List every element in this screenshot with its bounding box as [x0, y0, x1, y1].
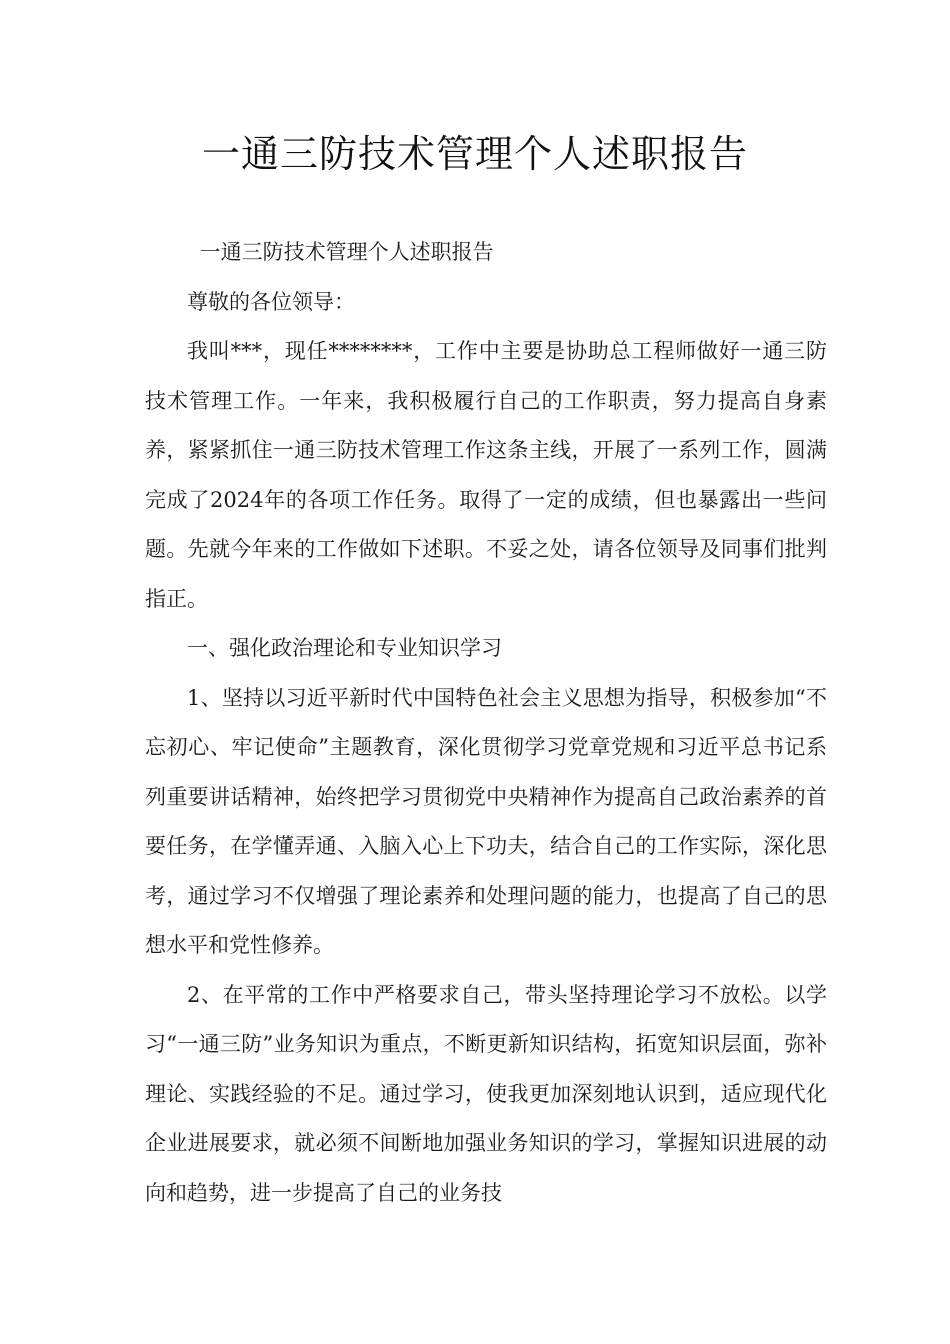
intro-paragraph: 我叫***，现任********，工作中主要是协助总工程师做好一通三防技术管理工作。一年来，我积极履行自己的工作职责，努力提高自身素养，紧紧抓住一通三防技术管理工作这条主线，开展了一系列工作，圆满完成了2024年的各项工作任务。取得了一定的成绩，但也暴露出一些问题。先就今年来的工作做如下述职。不妥之处，请各位领导及同事们批判指正。 [145, 339, 827, 611]
body-paragraph-1: 1、坚持以习近平新时代中国特色社会主义思想为指导，积极参加“不忘初心、牢记使命”主题教育，深化贯彻学习党章党规和习近平总书记系列重要讲话精神，始终把学习贯彻党中央精神作为提高自己政治素养的首要任务，在学懂弄通、入脑入心上下功夫，结合自己的工作实际，深化思考，通过学习不仅增强了理论素养和处理问题的能力，也提高了自己的思想水平和党性修养。 [145, 685, 827, 957]
body-paragraph-2: 2、在平常的工作中严格要求自己，带头坚持理论学习不放松。以学习“一通三防”业务知识为重点，不断更新知识结构，拓宽知识层面，弥补理论、实践经验的不足。通过学习，使我更加深刻地认识到，适应现代化企业进展要求，就必须不间断地加强业务知识的学习，掌握知识进展的动向和趋势，进一步提高了自己的业务技 [145, 982, 827, 1205]
subtitle-paragraph: 一通三防技术管理个人述职报告 [199, 240, 494, 264]
document-body [145, 228, 827, 1218]
document-title: 一通三防技术管理个人述职报告 [201, 132, 748, 176]
salutation-paragraph: 尊敬的各位领导： [187, 289, 355, 314]
section-heading-1: 一、强化政治理论和专业知识学习 [187, 636, 502, 660]
